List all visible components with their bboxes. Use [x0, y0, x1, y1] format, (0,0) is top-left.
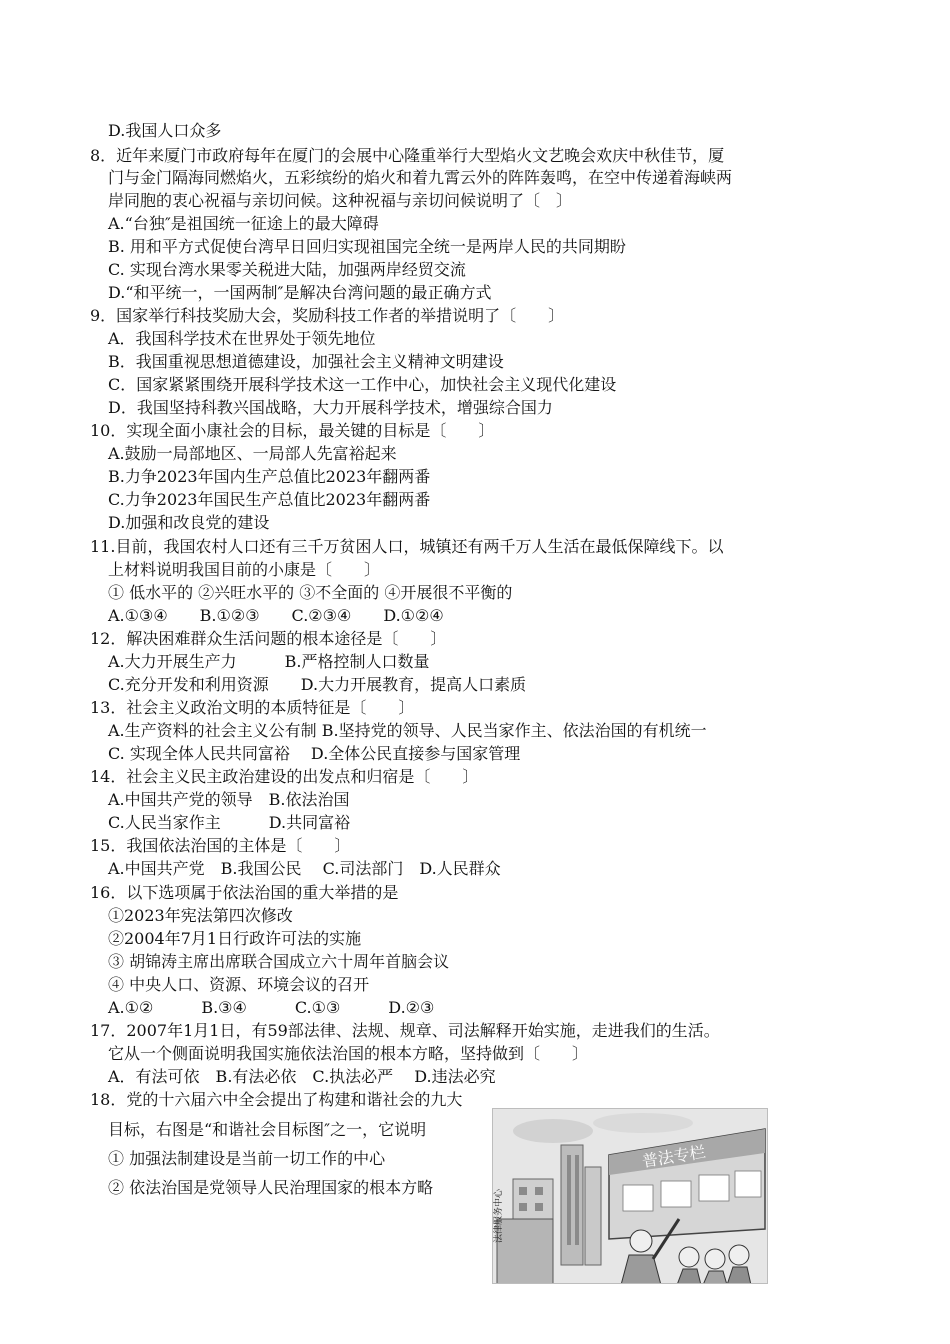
- option-line: D.我国人口众多: [108, 121, 222, 140]
- option-line: A．我国科学技术在世界处于领先地位: [108, 329, 376, 348]
- option-line: C.人民当家作主 D.共同富裕: [108, 813, 351, 832]
- law-publicity-illustration: [492, 1108, 768, 1284]
- option-line: C. 实现全体人民共同富裕 D.全体公民直接参与国家管理: [108, 744, 521, 763]
- option-line: D.加强和改良党的建设: [108, 513, 270, 532]
- option-line: ④ 中央人口、资源、环境会议的召开: [108, 975, 370, 994]
- building-sign-text: 法律服务中心: [494, 1188, 504, 1243]
- question-line: 10．实现全面小康社会的目标，最关键的目标是〔 〕: [90, 421, 495, 440]
- option-line: ① 低水平的 ②兴旺水平的 ③不全面的 ④开展很不平衡的: [108, 583, 513, 602]
- option-line: ②2004年7月1日行政许可法的实施: [108, 929, 362, 948]
- option-line: A.“台独″是祖国统一征途上的最大障碍: [108, 214, 379, 233]
- option-line: B.力争2023年国内生产总值比2023年翻两番: [108, 467, 431, 486]
- option-line: D．我国坚持科教兴国战略，大力开展科学技术，增强综合国力: [108, 398, 553, 417]
- option-line: A.生产资料的社会主义公有制 B.坚持党的领导、人民当家作主、依法治国的有机统一: [108, 721, 707, 740]
- question-line: 上材料说明我国目前的小康是〔 〕: [108, 560, 381, 579]
- question-line: 16．以下选项属于依法治国的重大举措的是: [90, 883, 399, 902]
- question-line: 14．社会主义民主政治建设的出发点和归宿是〔 〕: [90, 767, 479, 786]
- question-line: 18．党的十六届六中全会提出了构建和谐社会的九大: [90, 1090, 463, 1109]
- option-line: B. 用和平方式促使台湾早日回归实现祖国完全统一是两岸人民的共同期盼: [108, 237, 626, 256]
- question-line: 目标，右图是“和谐社会目标图″之一，它说明: [108, 1120, 427, 1139]
- option-line: A.中国共产党 B.我国公民 C.司法部门 D.人民群众: [108, 859, 501, 878]
- question-line: 岸同胞的衷心祝福与亲切问候。这种祝福与亲切问候说明了〔 〕: [108, 191, 573, 210]
- question-line: 12．解决困难群众生活问题的根本途径是〔 〕: [90, 629, 447, 648]
- question-line: 13．社会主义政治文明的本质特征是〔 〕: [90, 698, 415, 717]
- option-line: A.①③④ B.①②③ C.②③④ D.①②④: [108, 606, 444, 625]
- option-line: ③ 胡锦涛主席出席联合国成立六十周年首脑会议: [108, 952, 450, 971]
- question-line: 门与金门隔海同燃焰火，五彩缤纷的焰火和着九霄云外的阵阵轰鸣，在空中传递着海峡两: [108, 168, 733, 187]
- question-line: 9．国家举行科技奖励大会，奖励科技工作者的举措说明了〔 〕: [90, 306, 565, 325]
- option-line: C. 实现台湾水果零关税进大陆，加强两岸经贸交流: [108, 260, 466, 279]
- option-line: C．国家紧紧围绕开展科学技术这一工作中心，加快社会主义现代化建设: [108, 375, 617, 394]
- option-line: A.①② B.③④ C.①③ D.②③: [108, 998, 435, 1017]
- option-line: ① 加强法制建设是当前一切工作的中心: [108, 1149, 386, 1168]
- option-line: C.力争2023年国民生产总值比2023年翻两番: [108, 490, 431, 509]
- option-line: ①2023年宪法第四次修改: [108, 906, 293, 925]
- question-line: 17．2007年1月1日，有59部法律、法规、规章、司法解释开始实施，走进我们的生活。: [90, 1021, 720, 1040]
- option-line: B．我国重视思想道德建设，加强社会主义精神文明建设: [108, 352, 504, 371]
- option-line: A.中国共产党的领导 B.依法治国: [108, 790, 350, 809]
- question-line: 11.目前，我国农村人口还有三千万贫困人口，城镇还有两千万人生活在最低保障线下。以: [90, 537, 724, 556]
- option-line: A.鼓励一局部地区、一局部人先富裕起来: [108, 444, 397, 463]
- option-line: A．有法可依 B.有法必依 C.执法必严 D.违法必究: [108, 1067, 496, 1086]
- option-line: A.大力开展生产力 B.严格控制人口数量: [108, 652, 430, 671]
- question-line: 8．近年来厦门市政府每年在厦门的会展中心隆重举行大型焰火文艺晚会欢庆中秋佳节，厦: [90, 146, 725, 165]
- option-line: D.“和平统一，一国两制″是解决台湾问题的最正确方式: [108, 283, 492, 302]
- option-line: ② 依法治国是党领导人民治理国家的根本方略: [108, 1178, 434, 1197]
- question-line: 它从一个侧面说明我国实施依法治国的根本方略，坚持做到〔 〕: [108, 1044, 589, 1063]
- sign-title-text: 普法专栏: [640, 1142, 707, 1171]
- option-line: C.充分开发和利用资源 D.大力开展教育，提高人口素质: [108, 675, 527, 694]
- question-line: 15．我国依法治国的主体是〔 〕: [90, 836, 351, 855]
